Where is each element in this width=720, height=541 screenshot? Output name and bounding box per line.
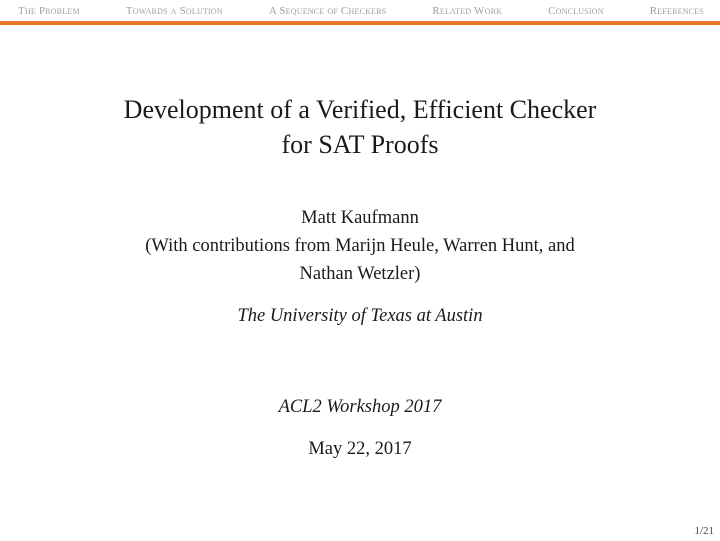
slide-title	[40, 92, 680, 162]
contributors-line-2: Nathan Wetzler)	[299, 264, 421, 284]
section-navigation	[0, 0, 720, 21]
header-divider	[0, 21, 720, 25]
contributors	[40, 232, 680, 288]
nav-item-references[interactable]: References	[649, 4, 704, 17]
event-name: ACL2 Workshop 2017	[278, 397, 442, 417]
title-line-1: Development of a Verified, Efficient Checker	[123, 95, 597, 124]
title-line-2: for SAT Proofs	[281, 130, 439, 159]
nav-item-conclusion[interactable]: Conclusion	[548, 4, 604, 17]
presentation-date: May 22, 2017	[308, 439, 412, 459]
nav-item-towards-a-solution[interactable]: Towards a Solution	[125, 4, 223, 17]
nav-item-related-work[interactable]: Related Work	[432, 4, 503, 17]
nav-item-sequence-of-checkers[interactable]: A Sequence of Checkers	[268, 4, 387, 17]
author-name: Matt Kaufmann	[301, 208, 419, 228]
contributors-line-1: (With contributions from Marijn Heule, Warren Hunt, and	[145, 236, 575, 256]
page-number: 1/21	[694, 525, 714, 537]
institute: The University of Texas at Austin	[237, 306, 483, 326]
nav-item-the-problem[interactable]: The Problem	[18, 4, 80, 17]
